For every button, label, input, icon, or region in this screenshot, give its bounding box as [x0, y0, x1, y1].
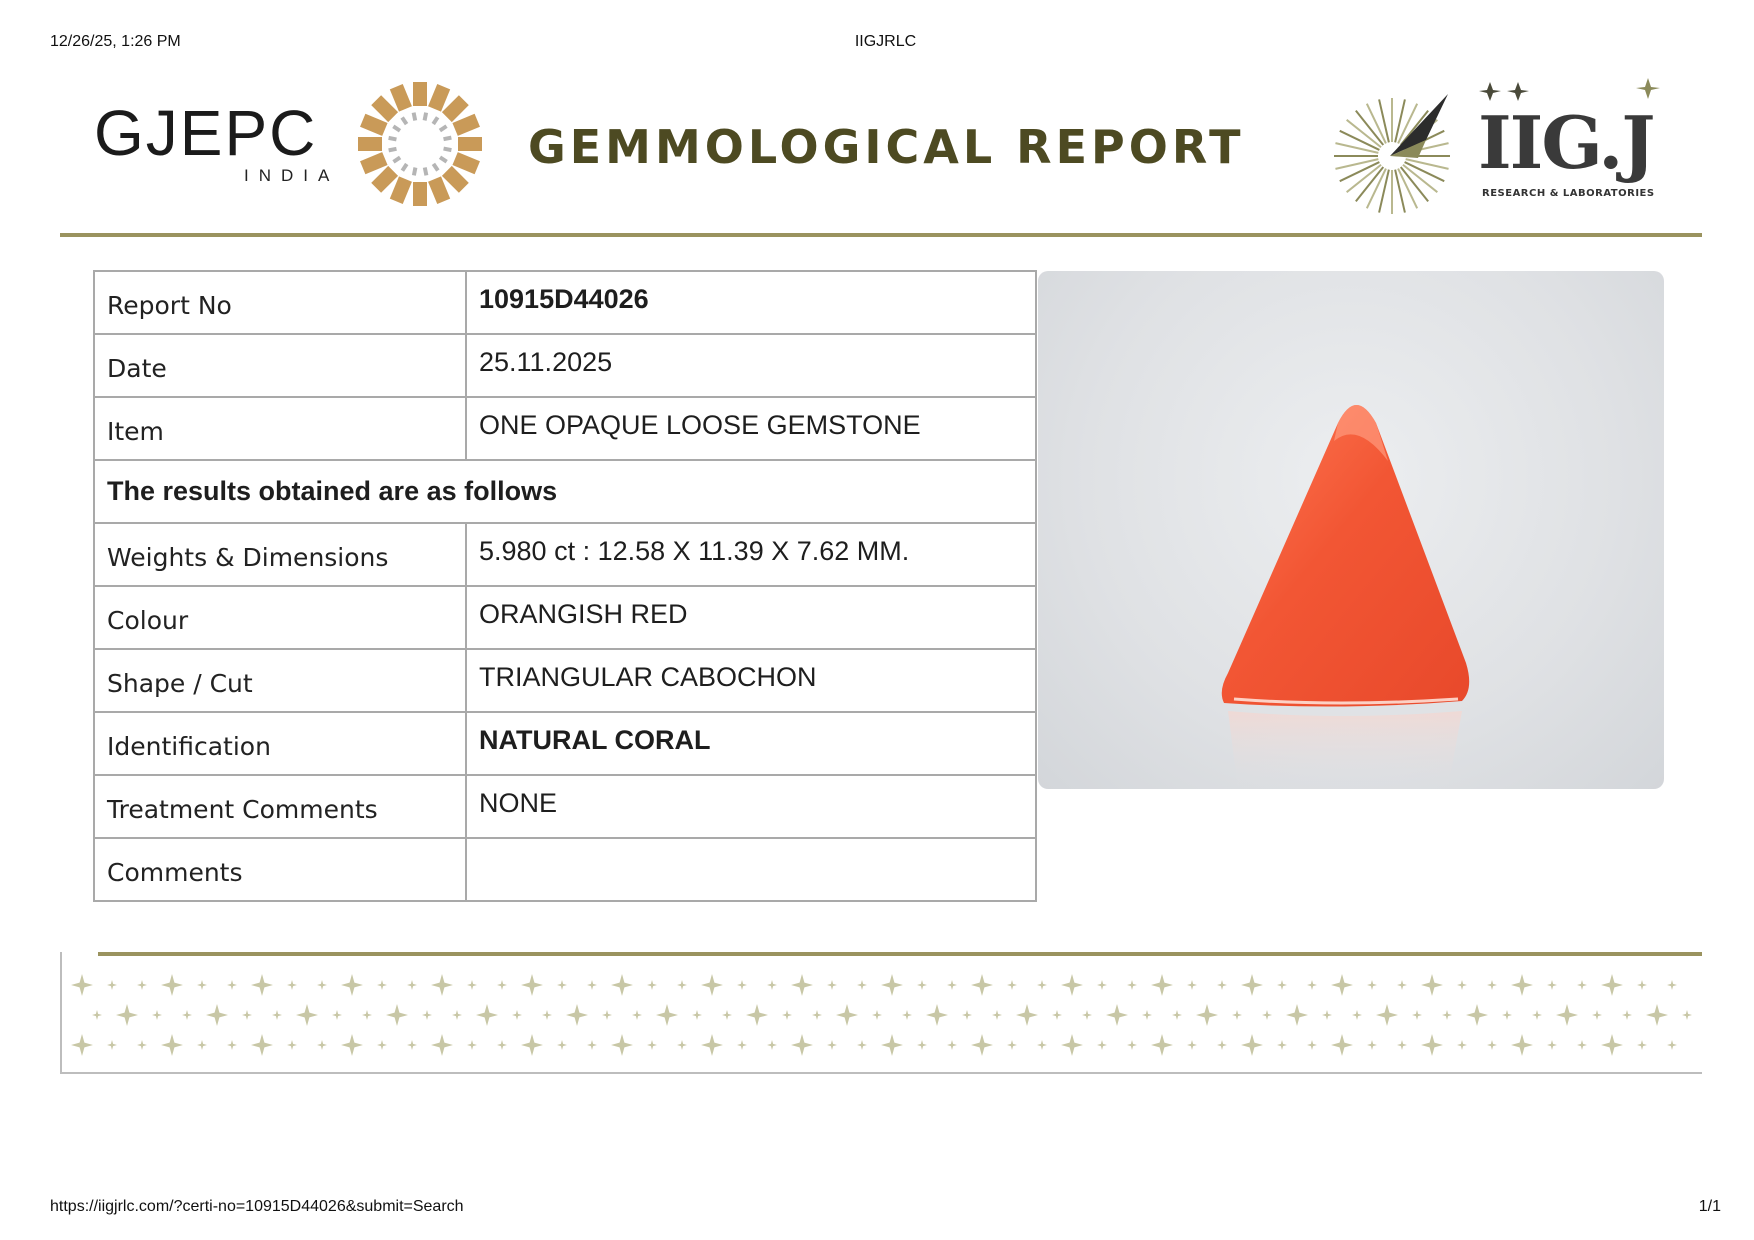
- row-value: ORANGISH RED: [466, 586, 1036, 649]
- report-row: [94, 712, 1036, 775]
- iigj-logo: [1330, 78, 1670, 218]
- report-row: [94, 775, 1036, 838]
- row-value: [466, 838, 1036, 901]
- section-heading: The results obtained are as follows: [94, 460, 1036, 523]
- row-value: 5.980 ct : 12.58 X 11.39 X 7.62 MM.: [466, 523, 1036, 586]
- row-value: 10915D44026: [466, 271, 1036, 334]
- report-row: [94, 838, 1036, 901]
- report-row: [94, 334, 1036, 397]
- starburst-icon: [1330, 86, 1460, 216]
- report-row: [94, 649, 1036, 712]
- row-label: Treatment Comments: [94, 775, 466, 838]
- report-row: [94, 271, 1036, 334]
- print-datetime: 12/26/25, 1:26 PM: [50, 33, 181, 50]
- row-value: NONE: [466, 775, 1036, 838]
- row-label: Date: [94, 334, 466, 397]
- report-title: GEMMOLOGICAL REPORT: [528, 120, 1245, 174]
- report-row: [94, 586, 1036, 649]
- section-row: [94, 460, 1036, 523]
- decorative-star-band: [60, 952, 1702, 1074]
- row-label: Weights & Dimensions: [94, 523, 466, 586]
- row-value: 25.11.2025: [466, 334, 1036, 397]
- band-divider: [98, 952, 1702, 956]
- iigj-logo-name: IIG.J: [1478, 100, 1654, 185]
- report-row: [94, 523, 1036, 586]
- iigj-logo-subtitle: RESEARCH & LABORATORIES: [1482, 188, 1655, 199]
- row-label: Shape / Cut: [94, 649, 466, 712]
- report-row: [94, 397, 1036, 460]
- report-table: [93, 270, 1037, 902]
- header-divider: [60, 233, 1702, 237]
- print-footer: [50, 1198, 1721, 1218]
- sparkle-pattern-icon: [62, 952, 1702, 1072]
- gjepc-logo-subtitle: INDIA: [244, 166, 340, 185]
- gjepc-logo: [94, 78, 494, 210]
- gjepc-logo-name: GJEPC: [94, 97, 318, 169]
- row-label: Report No: [94, 271, 466, 334]
- print-url: https://iigjrlc.com/?certi-no=10915D44026&submit=Search: [50, 1198, 464, 1215]
- row-value: ONE OPAQUE LOOSE GEMSTONE: [466, 397, 1036, 460]
- print-header: [50, 33, 1721, 53]
- row-label: Colour: [94, 586, 466, 649]
- row-label: Identification: [94, 712, 466, 775]
- print-page-number: 1/1: [1698, 1198, 1721, 1215]
- row-label: Item: [94, 397, 466, 460]
- gem-photo: [1038, 271, 1664, 789]
- gjepc-emblem-icon: [354, 78, 486, 210]
- print-page-title: IIGJRLC: [854, 33, 917, 50]
- coral-gemstone-photo: [1038, 271, 1664, 789]
- row-label: Comments: [94, 838, 466, 901]
- row-value: NATURAL CORAL: [466, 712, 1036, 775]
- row-value: TRIANGULAR CABOCHON: [466, 649, 1036, 712]
